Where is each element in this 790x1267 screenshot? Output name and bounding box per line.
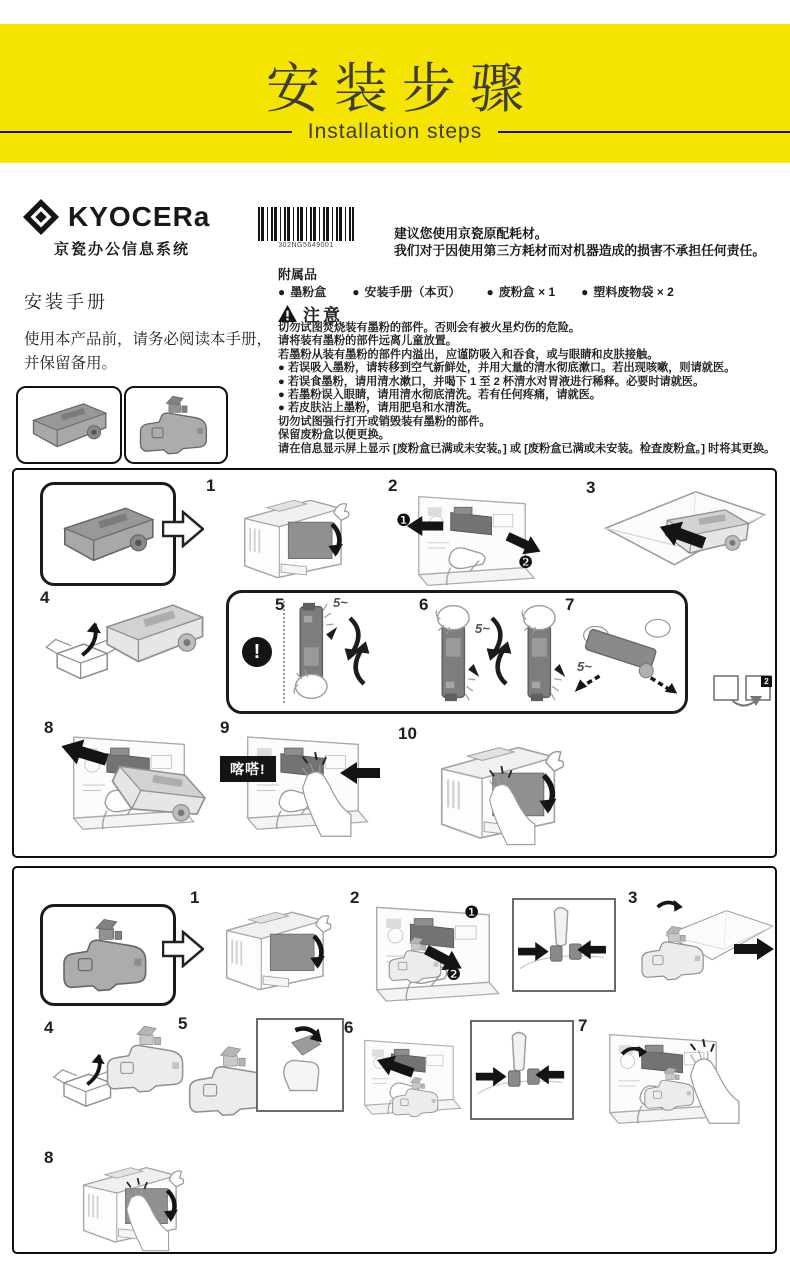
step-number: 3 xyxy=(628,888,638,907)
manual-title: 安装手册 xyxy=(24,292,108,312)
banner xyxy=(0,24,790,163)
step10-close-cover-illustration xyxy=(412,728,604,852)
step-number: 5 xyxy=(275,595,285,614)
page-flip-badge: 2 xyxy=(761,676,772,687)
waste-box-icon xyxy=(636,924,714,982)
accessory-label: 废粉盒 × 1 xyxy=(498,285,556,299)
caution-line: ● 若墨粉误入眼睛，请用清水彻底清洗。若有任何疼痛，请就医。 xyxy=(278,389,602,402)
badge-2: ❷ xyxy=(518,553,534,572)
accessory-item xyxy=(352,283,460,300)
toner-intro-box xyxy=(40,482,176,586)
caution-text xyxy=(278,322,788,456)
waste-box-intro-box xyxy=(40,904,176,1006)
kyocera-logo-icon xyxy=(22,198,60,236)
caution-line: ● 若皮肤沾上墨粉，请用肥皂和水清洗。 xyxy=(278,402,479,415)
step-number: 2 xyxy=(350,888,360,907)
step-number: 4 xyxy=(40,588,50,607)
step3-bag-waste-box-illustration xyxy=(636,902,778,998)
bullet-icon: ● xyxy=(486,284,494,299)
pressing-hand-icon xyxy=(472,766,538,846)
arrow-left-icon xyxy=(406,516,444,536)
waste-box-install-section xyxy=(12,866,777,1254)
shake-cartridge-icon xyxy=(517,601,569,703)
step-number: 1 xyxy=(190,888,200,907)
brand-subtitle: 京瓷办公信息系统 xyxy=(54,241,191,258)
accessory-item xyxy=(581,283,674,300)
arrow-right-icon xyxy=(732,938,776,960)
rotate-arrows-icon xyxy=(341,611,373,691)
rotate-arrow-icon xyxy=(618,1046,650,1073)
step7-press-waste-box-illustration xyxy=(588,1024,778,1136)
shake-count-label: 5~ xyxy=(475,621,490,636)
accessory-item xyxy=(278,283,326,300)
step-number: 9 xyxy=(220,718,230,737)
advisory-line-1: 建议您使用京瓷原配耗材。 xyxy=(394,226,548,241)
step-number: 7 xyxy=(565,595,575,614)
waste-box-thumbnail xyxy=(124,386,228,464)
waste-box-icon xyxy=(134,394,218,456)
accessory-item xyxy=(487,283,556,300)
step8-close-cover-illustration xyxy=(54,1152,268,1248)
step2-remove-waste-box-illustration xyxy=(358,896,510,1008)
step-number: 6 xyxy=(419,595,429,614)
divider-line xyxy=(0,131,292,133)
caution-line: 切勿试图焚烧装有墨粉的部件。否则会有被火星灼伤的危险。 xyxy=(278,322,581,334)
click-sound-label: 喀嗒! xyxy=(220,756,276,782)
caution-line: 请在信息显示屏上显示 [废粉盒已满或未安装。] 或 [废粉盒已满或未安装。检查废粉盒。] 时将其更换。 xyxy=(278,442,776,455)
badge-1: ❶ xyxy=(464,903,480,922)
arrow-left-icon xyxy=(338,762,382,784)
outline-arrow-icon xyxy=(162,510,204,548)
step3-bag-cartridge-illustration xyxy=(598,486,774,584)
toner-install-section xyxy=(12,468,777,858)
step1-open-cover-illustration xyxy=(216,484,368,584)
step-number: 4 xyxy=(44,1018,54,1037)
advisory-line-2: 我们对于因使用第三方耗材而对机器造成的损害不承担任何责任。 xyxy=(394,242,766,258)
dotted-separator xyxy=(283,601,285,703)
toner-cartridge-icon xyxy=(52,497,164,571)
accessory-label: 安装手册（本页） xyxy=(364,285,461,299)
barcode xyxy=(258,207,354,241)
cap-detail-inset xyxy=(512,898,616,992)
shake-cartridge-icon xyxy=(289,601,341,703)
cap-flip-inset xyxy=(256,1018,344,1112)
brand-wordmark: KYOCERa xyxy=(68,201,211,232)
step-number: 1 xyxy=(206,476,216,495)
caution-title: 注意 xyxy=(303,306,343,325)
step-number: 2 xyxy=(388,476,398,495)
rotate-arrow-icon xyxy=(654,900,684,926)
attention-circle-icon: ! xyxy=(242,637,272,667)
accessories-list xyxy=(278,283,674,300)
kyocera-logo xyxy=(22,198,210,236)
pressing-hand-icon xyxy=(672,1038,742,1126)
step-number: 8 xyxy=(44,1148,54,1167)
step6-insert-waste-box-illustration xyxy=(350,1026,470,1128)
advisory-text xyxy=(394,226,788,259)
toner-cartridge-icon xyxy=(23,395,115,455)
barcode-number: 302NG5649001 xyxy=(278,242,334,249)
shake-cartridge-icon xyxy=(431,601,483,703)
banner-subtitle-row xyxy=(0,120,790,144)
page-flip-icon xyxy=(712,668,772,710)
bullet-icon: ● xyxy=(581,284,589,299)
accessory-label: 塑料废物袋 × 2 xyxy=(593,285,674,299)
cap-detail-icon xyxy=(472,1022,568,1114)
caution-line: 若墨粉从装有墨粉的部件内溢出，应谨防吸入和吞食，或与眼睛和皮肤接触。 xyxy=(278,348,659,361)
caution-line: 切勿试图强行打开或销毁装有墨粉的部件。 xyxy=(278,415,491,428)
step-number: 3 xyxy=(586,478,596,497)
insert-detail-inset xyxy=(470,1020,574,1120)
waste-box-icon xyxy=(388,1076,446,1118)
warning-triangle-icon xyxy=(278,305,297,322)
step-number: 10 xyxy=(398,724,417,743)
banner-subtitle: Installation steps xyxy=(307,120,483,143)
shake-attention-box xyxy=(226,590,688,714)
accessories-title: 附属品 xyxy=(278,267,318,282)
pressing-hand-icon xyxy=(110,1178,172,1252)
bullet-icon: ● xyxy=(352,284,360,299)
toner-cartridge-thumbnail xyxy=(16,386,122,464)
outline-arrow-icon xyxy=(162,930,204,968)
shake-horizontal-icon xyxy=(573,605,679,701)
page-flip-indicator xyxy=(712,668,772,710)
caution-line: ● 若误食墨粉，请用清水漱口，并喝下 1 至 2 杯清水对胃液进行稀释。必要时请就医。 xyxy=(278,375,705,388)
step-number: 6 xyxy=(344,1018,354,1037)
shake-count-label: 5~ xyxy=(333,595,348,610)
caution-line: 请将装有墨粉的部件远离儿童放置。 xyxy=(278,335,458,348)
badge-2: ❷ xyxy=(446,965,462,984)
step9-click-in-illustration xyxy=(228,726,400,850)
toner-cartridge-icon xyxy=(92,594,216,672)
caution-line: ● 若误吸入墨粉，请转移到空气新鲜处，并用大量的清水彻底漱口。若出现咳嗽，则请就医。 xyxy=(278,362,736,375)
step-number: 8 xyxy=(44,718,54,737)
manual-body xyxy=(24,328,284,376)
step4-unbox-illustration xyxy=(40,594,220,704)
step-number: 5 xyxy=(178,1014,188,1033)
banner-title: 安装步骤 xyxy=(266,59,538,119)
divider-line xyxy=(498,131,790,133)
badge-1: ❶ xyxy=(396,511,412,530)
bullet-icon: ● xyxy=(278,284,286,299)
manual-body-line-2: 并保留备用。 xyxy=(24,355,118,372)
accessory-label: 墨粉盒 xyxy=(290,285,327,299)
step-number: 7 xyxy=(578,1016,588,1035)
cap-flip-icon xyxy=(258,1020,338,1106)
manual-body-line-1: 使用本产品前，请务必阅读本手册， xyxy=(24,331,273,348)
step2-remove-cartridge-illustration xyxy=(396,486,550,588)
step1-open-cover-illustration xyxy=(200,896,348,996)
caution-line: 保留废粉盒以便更换。 xyxy=(278,429,390,442)
step4-unbox-illustration xyxy=(48,1024,204,1128)
shake-count-label: 5~ xyxy=(577,659,592,674)
waste-box-icon xyxy=(56,917,160,993)
cap-detail-icon xyxy=(514,900,610,986)
step8-insert-cartridge-illustration xyxy=(54,726,224,850)
